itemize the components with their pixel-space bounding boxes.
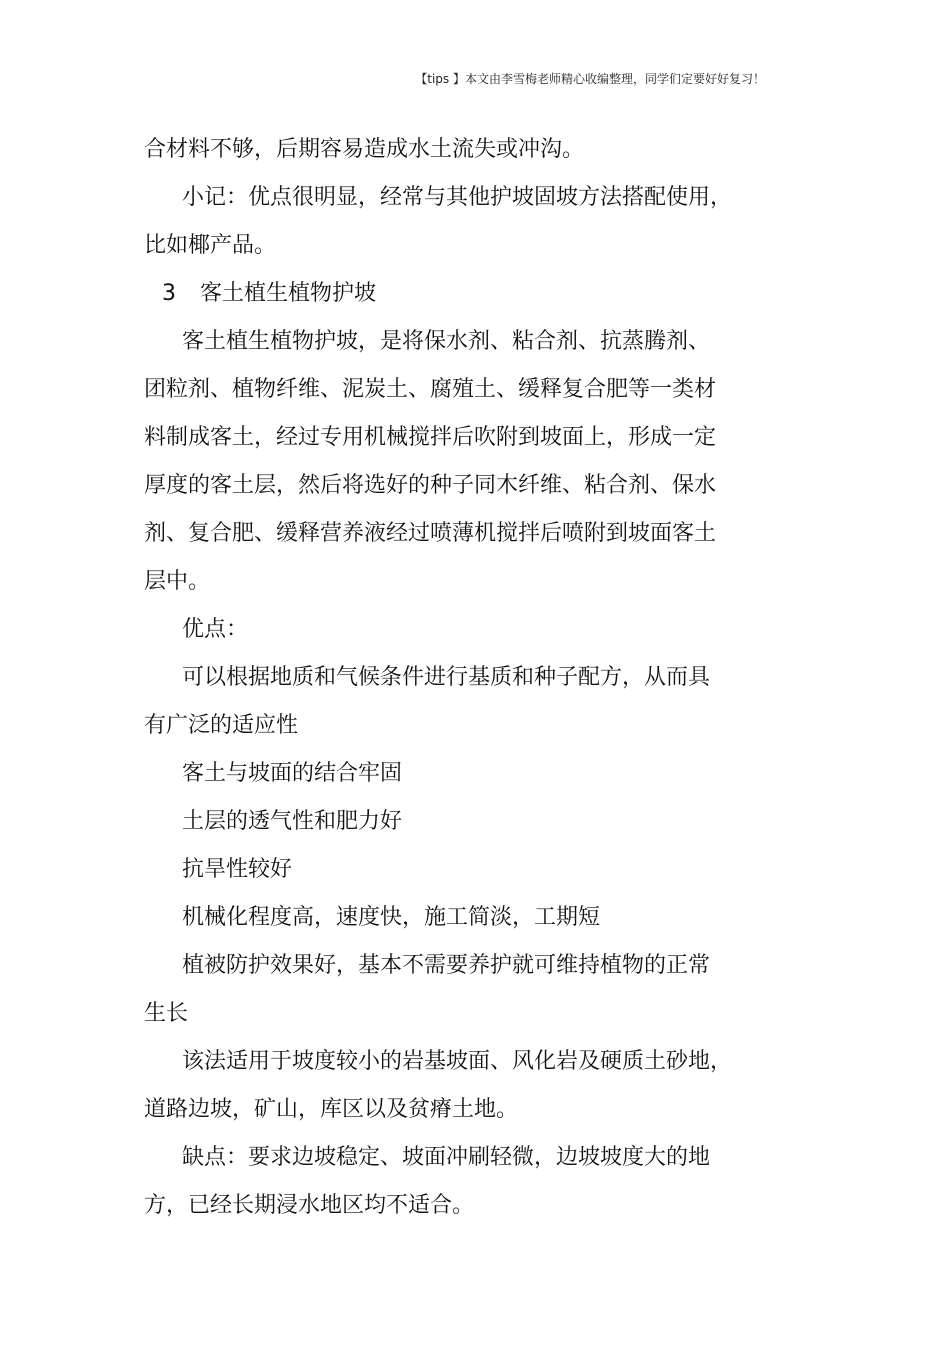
paragraph-line: 厚度的客土层，然后将选好的种子同木纤维、粘合剂、保水 xyxy=(144,473,717,498)
paragraph-line: 抗旱性较好 xyxy=(182,857,293,882)
section-heading xyxy=(144,270,744,318)
paragraph-line: 优点： xyxy=(182,617,249,642)
paragraph-line: 剂、复合肥、缓释营养液经过喷薄机搅拌后喷附到坡面客土 xyxy=(144,521,717,546)
paragraph-line: 方，已经长期浸水地区均不适合。 xyxy=(144,1193,475,1218)
paragraph-line: 客土植生植物护坡，是将保水剂、粘合剂、抗蒸腾剂、 xyxy=(182,329,711,354)
paragraph-line: 该法适用于坡度较小的岩基坡面、风化岩及硬质土砂地， xyxy=(182,1049,733,1074)
paragraph-line: 植被防护效果好，基本不需要养护就可维持植物的正常 xyxy=(182,953,711,978)
section-title: 客土植生植物护坡 xyxy=(200,281,377,306)
section-number: 3 xyxy=(162,281,176,306)
paragraph-line: 有广泛的适应性 xyxy=(144,713,299,738)
paragraph-line: 机械化程度高，速度快，施工简淡，工期短 xyxy=(182,905,601,930)
paragraph-line: 比如椰产品。 xyxy=(144,233,277,258)
paragraph-line: 料制成客土，经过专用机械搅拌后吹附到坡面上，形成一定 xyxy=(144,425,717,450)
paragraph-line: 缺点：要求边坡稳定、坡面冲刷轻微，边坡坡度大的地 xyxy=(182,1145,711,1170)
paragraph-line: 小记：优点很明显，经常与其他护坡固坡方法搭配使用， xyxy=(182,185,733,210)
paragraph-line: 生长 xyxy=(144,1001,189,1026)
header-tips: 【tips 】本文由李雪梅老师精心收编整理，同学们定要好好复习！ xyxy=(415,72,765,86)
paragraph-line: 团粒剂、植物纤维、泥炭土、腐殖土、缓释复合肥等一类材 xyxy=(144,377,717,402)
document-body xyxy=(144,126,744,1230)
paragraph-line: 道路边坡，矿山，库区以及贫瘠土地。 xyxy=(144,1097,519,1122)
paragraph-line: 可以根据地质和气候条件进行基质和种子配方，从而具 xyxy=(182,665,711,690)
paragraph-line: 合材料不够，后期容易造成水土流失或冲沟。 xyxy=(144,137,585,162)
paragraph-line: 层中。 xyxy=(144,569,211,594)
paragraph-line: 客土与坡面的结合牢固 xyxy=(182,761,403,786)
paragraph-line: 土层的透气性和肥力好 xyxy=(182,809,403,834)
